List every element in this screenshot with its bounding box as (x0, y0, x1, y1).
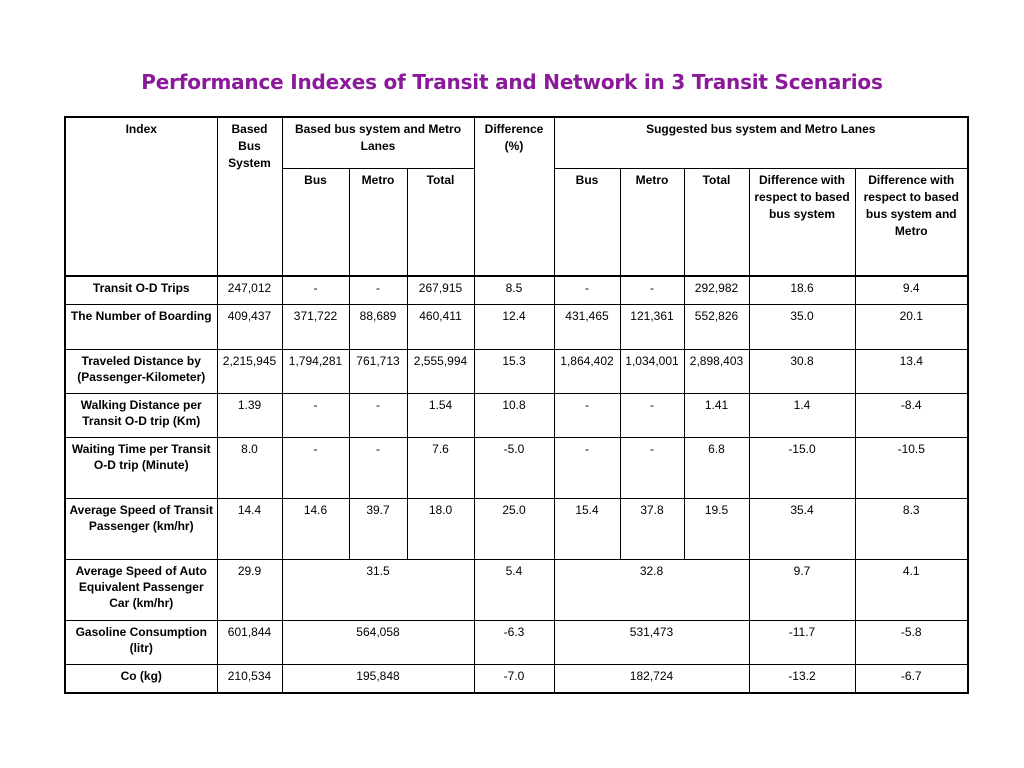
slide-title: Performance Indexes of Transit and Network in 3 Transit Scenarios (141, 70, 883, 94)
cell-s-total: 6.8 (684, 437, 749, 498)
row-index: Co (kg) (65, 664, 217, 693)
cell-s-total: 552,826 (684, 304, 749, 349)
cell-d1: 35.4 (749, 498, 855, 559)
cell-s-metro: - (620, 276, 684, 304)
row-index: Traveled Distance by (Passenger-Kilometer) (65, 349, 217, 393)
row-index: The Number of Boarding (65, 304, 217, 349)
cell-b-metro: 39.7 (349, 498, 407, 559)
cell-b-bus: 14.6 (282, 498, 349, 559)
cell-s-metro: 1,034,001 (620, 349, 684, 393)
cell-s-metro: - (620, 437, 684, 498)
cell-d2: 9.4 (855, 276, 968, 304)
cell-based: 210,534 (217, 664, 282, 693)
header-based-bus-system: Based Bus System (217, 117, 282, 276)
cell-b-total: 1.54 (407, 393, 474, 437)
cell-based: 14.4 (217, 498, 282, 559)
header-based-bus-metro: Based bus system and Metro Lanes (282, 117, 474, 168)
cell-s-bus: 1,864,402 (554, 349, 620, 393)
cell-b-total: 18.0 (407, 498, 474, 559)
header-metro: Metro (620, 168, 684, 276)
cell-b-metro: - (349, 276, 407, 304)
performance-table (64, 116, 969, 694)
cell-based: 8.0 (217, 437, 282, 498)
header-total: Total (684, 168, 749, 276)
cell-diff: -7.0 (474, 664, 554, 693)
cell-b-total: 7.6 (407, 437, 474, 498)
cell-d2: -6.7 (855, 664, 968, 693)
cell-based: 2,215,945 (217, 349, 282, 393)
cell-b-metro: - (349, 393, 407, 437)
row-index: Waiting Time per Transit O-D trip (Minute) (65, 437, 217, 498)
cell-s-metro: - (620, 393, 684, 437)
table-row (65, 664, 968, 693)
header-diff-wrt-bus: Difference with respect to based bus system (749, 168, 855, 276)
cell-diff: 10.8 (474, 393, 554, 437)
cell-s-total: 2,898,403 (684, 349, 749, 393)
row-index: Gasoline Consumption (litr) (65, 620, 217, 664)
cell-s-merged: 32.8 (554, 559, 749, 620)
cell-d2: -10.5 (855, 437, 968, 498)
row-index: Average Speed of Auto Equivalent Passenger Car (km/hr) (65, 559, 217, 620)
table-row (65, 304, 968, 349)
cell-d1: 1.4 (749, 393, 855, 437)
cell-s-bus: - (554, 437, 620, 498)
header-bus: Bus (554, 168, 620, 276)
header-total: Total (407, 168, 474, 276)
cell-diff: -5.0 (474, 437, 554, 498)
cell-d2: -5.8 (855, 620, 968, 664)
cell-b-metro: 88,689 (349, 304, 407, 349)
table-row (65, 559, 968, 620)
cell-s-bus: 15.4 (554, 498, 620, 559)
cell-b-bus: 371,722 (282, 304, 349, 349)
cell-b-merged: 195,848 (282, 664, 474, 693)
cell-diff: 12.4 (474, 304, 554, 349)
table-row (65, 393, 968, 437)
table-row (65, 498, 968, 559)
cell-s-merged: 182,724 (554, 664, 749, 693)
cell-d1: -11.7 (749, 620, 855, 664)
cell-s-bus: - (554, 393, 620, 437)
cell-d2: 13.4 (855, 349, 968, 393)
cell-d2: 20.1 (855, 304, 968, 349)
cell-b-bus: - (282, 393, 349, 437)
table-row (65, 349, 968, 393)
cell-based: 601,844 (217, 620, 282, 664)
header-bus: Bus (282, 168, 349, 276)
cell-diff: 5.4 (474, 559, 554, 620)
cell-b-metro: - (349, 437, 407, 498)
header-suggested: Suggested bus system and Metro Lanes (554, 117, 968, 168)
row-index: Average Speed of Transit Passenger (km/hr) (65, 498, 217, 559)
cell-d1: -15.0 (749, 437, 855, 498)
cell-d2: -8.4 (855, 393, 968, 437)
header-metro: Metro (349, 168, 407, 276)
cell-b-metro: 761,713 (349, 349, 407, 393)
cell-s-bus: - (554, 276, 620, 304)
cell-diff: 8.5 (474, 276, 554, 304)
header-difference-pct: Difference (%) (474, 117, 554, 276)
cell-s-total: 1.41 (684, 393, 749, 437)
cell-based: 29.9 (217, 559, 282, 620)
cell-b-bus: - (282, 437, 349, 498)
cell-s-total: 19.5 (684, 498, 749, 559)
cell-s-metro: 37.8 (620, 498, 684, 559)
cell-diff: 25.0 (474, 498, 554, 559)
cell-diff: -6.3 (474, 620, 554, 664)
cell-b-bus: - (282, 276, 349, 304)
cell-s-metro: 121,361 (620, 304, 684, 349)
cell-s-total: 292,982 (684, 276, 749, 304)
cell-b-total: 2,555,994 (407, 349, 474, 393)
cell-d1: 9.7 (749, 559, 855, 620)
cell-diff: 15.3 (474, 349, 554, 393)
cell-d1: 35.0 (749, 304, 855, 349)
cell-b-bus: 1,794,281 (282, 349, 349, 393)
cell-s-merged: 531,473 (554, 620, 749, 664)
row-index: Transit O-D Trips (65, 276, 217, 304)
cell-d1: 18.6 (749, 276, 855, 304)
cell-based: 247,012 (217, 276, 282, 304)
cell-b-merged: 564,058 (282, 620, 474, 664)
table-row (65, 620, 968, 664)
cell-d2: 4.1 (855, 559, 968, 620)
row-index: Walking Distance per Transit O-D trip (Km) (65, 393, 217, 437)
header-index: Index (65, 117, 217, 276)
cell-s-bus: 431,465 (554, 304, 620, 349)
cell-d2: 8.3 (855, 498, 968, 559)
cell-d1: -13.2 (749, 664, 855, 693)
cell-b-total: 267,915 (407, 276, 474, 304)
cell-based: 409,437 (217, 304, 282, 349)
cell-d1: 30.8 (749, 349, 855, 393)
cell-b-total: 460,411 (407, 304, 474, 349)
table-row (65, 437, 968, 498)
cell-based: 1.39 (217, 393, 282, 437)
table-row (65, 276, 968, 304)
cell-b-merged: 31.5 (282, 559, 474, 620)
header-diff-wrt-bus-metro: Difference with respect to based bus system and Metro (855, 168, 968, 276)
